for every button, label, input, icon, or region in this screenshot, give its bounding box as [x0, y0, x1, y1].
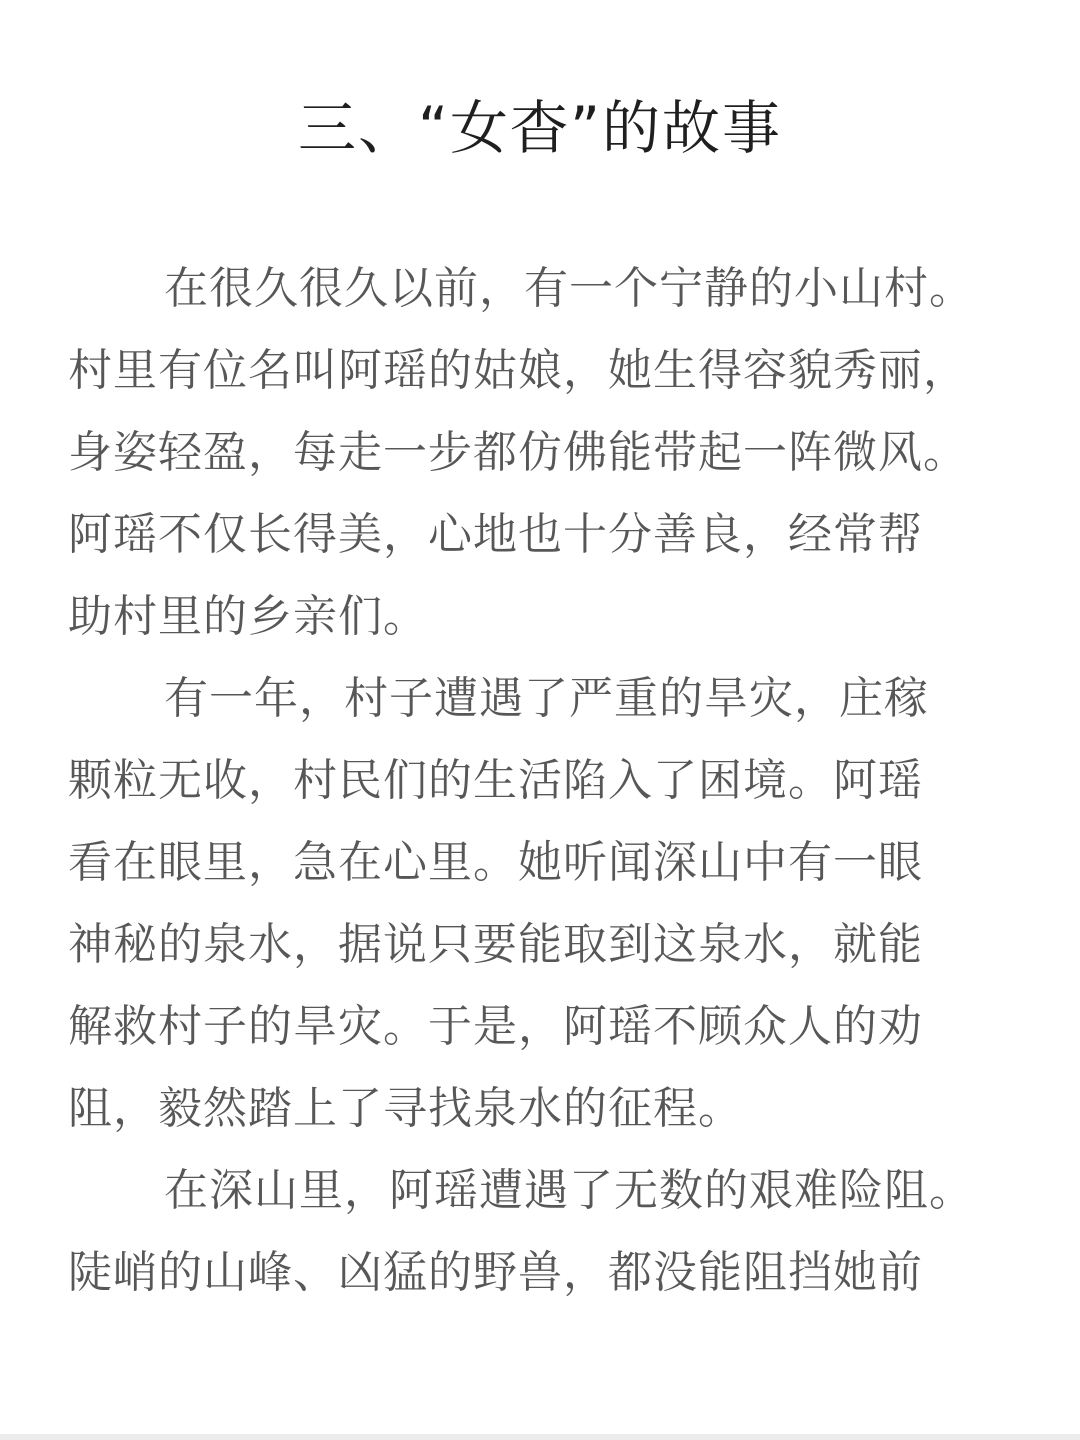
story-line: 颗粒无收，村民们的生活陷入了困境。阿瑶 — [68, 755, 923, 806]
page-title: 三、“女杳”的故事 — [297, 94, 783, 162]
story-line: 在很久很久以前，有一个宁静的小山村。 — [164, 263, 974, 314]
story-line: 有一年，村子遭遇了严重的旱灾，庄稼 — [164, 673, 929, 724]
story-body — [68, 248, 1012, 1314]
story-line: 看在眼里，急在心里。她听闻深山中有一眼 — [68, 837, 923, 888]
story-line: 村里有位名叫阿瑶的姑娘，她生得容貌秀丽， — [68, 345, 968, 396]
story-line: 神秘的泉水，据说只要能取到这泉水，就能 — [68, 919, 923, 970]
story-line: 解救村子的旱灾。于是，阿瑶不顾众人的劝 — [68, 1001, 923, 1052]
story-line: 阿瑶不仅长得美，心地也十分善良，经常帮 — [68, 509, 923, 560]
story-line: 阻，毅然踏上了寻找泉水的征程。 — [68, 1083, 743, 1134]
story-line: 陡峭的山峰、凶猛的野兽，都没能阻挡她前 — [68, 1247, 923, 1298]
story-line: 助村里的乡亲们。 — [68, 591, 428, 642]
story-line: 身姿轻盈，每走一步都仿佛能带起一阵微风。 — [68, 427, 968, 478]
bottom-divider — [0, 1434, 1080, 1440]
story-line: 在深山里，阿瑶遭遇了无数的艰难险阻。 — [164, 1165, 974, 1216]
